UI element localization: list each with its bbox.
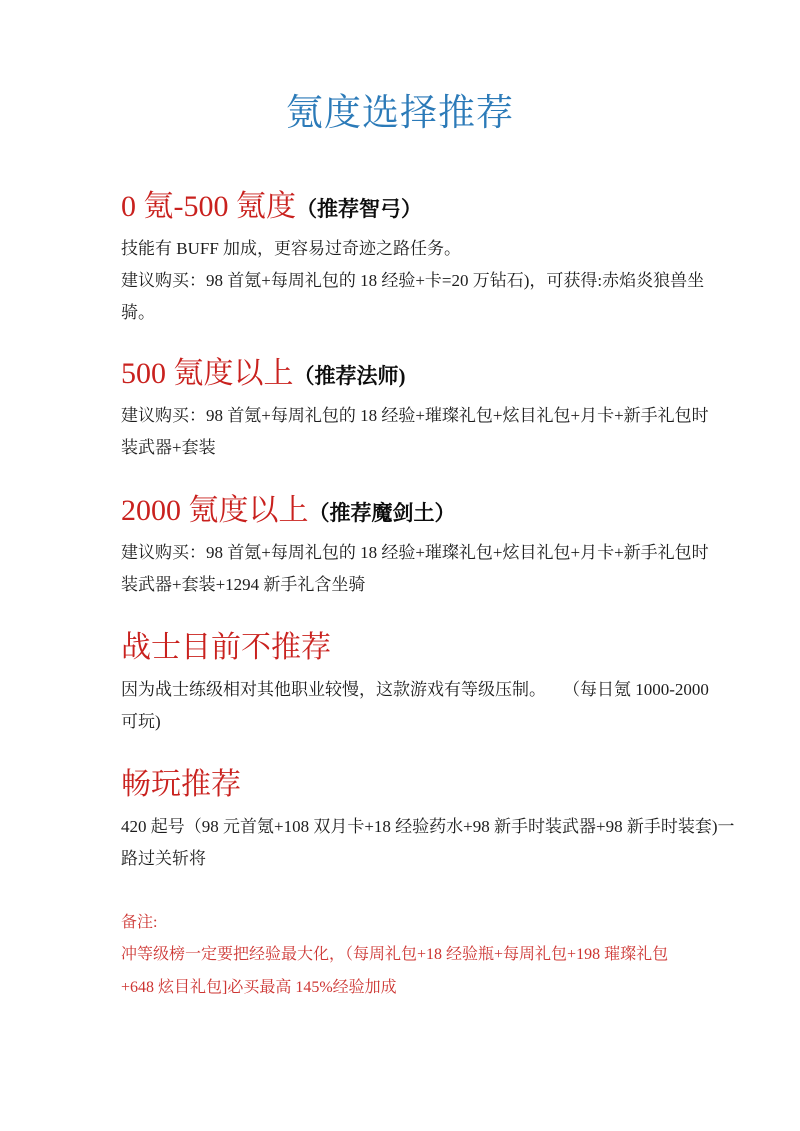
section-heading [121,629,679,669]
page-title: 氪度选择推荐 [286,93,514,134]
section-casual [121,766,735,875]
body-line: 建议购买：98 首氪+每周礼包的 18 经验+璀璨礼包+炫目礼包+月卡+新手礼包时 [121,543,709,562]
body-line: 420 起号（98 元首氪+108 双月卡+18 经验药水+98 新手时装武器+98 新手时装套)一 [121,817,735,836]
section-heading [121,355,679,395]
section-heading-red: 500 氪度以上 [121,357,294,390]
note-line: +648 炫目礼包]必买最高 145%经验加成 [121,979,397,996]
section-heading-black: （推荐法师) [293,364,406,388]
body-line: 建议购买：98 首氪+每周礼包的 18 经验+卡=20 万钻石)，可获得:赤焰炎狼兽坐 [121,271,705,290]
section-heading [121,766,679,806]
section-heading-red: 2000 氪度以上 [121,494,309,527]
note-block [121,908,679,1004]
body-line: 技能有 BUFF 加成，更容易过奇迹之路任务。 [121,239,462,258]
section-body [121,811,735,875]
section-2000-plus [121,492,709,601]
section-body [121,400,709,464]
note-label: 备注: [121,914,158,931]
body-line: 因为战士练级相对其他职业较慢，这款游戏有等级压制。 （每日氪 1000-2000 [121,680,709,699]
body-line: 装武器+套装 [121,438,216,457]
section-heading-black: （推荐魔剑土） [308,501,456,525]
section-body [121,233,705,329]
body-line: 可玩) [121,712,161,731]
note-line: 冲等级榜一定要把经验最大化，（每周礼包+18 经验瓶+每周礼包+198 璀璨礼包 [121,946,669,963]
section-body [121,674,709,738]
section-heading-black: （推荐智弓） [296,197,422,221]
section-heading [121,492,679,532]
section-heading [121,188,679,228]
section-heading-red: 战士目前不推荐 [121,631,331,664]
section-heading-red: 0 氪-500 氪度 [121,190,296,223]
body-line: 装武器+套装+1294 新手礼含坐骑 [121,575,366,594]
body-line: 建议购买：98 首氪+每周礼包的 18 经验+璀璨礼包+炫目礼包+月卡+新手礼包时 [121,406,709,425]
body-line: 骑。 [121,303,155,322]
section-500-plus [121,355,709,464]
section-heading-red: 畅玩推荐 [121,768,241,801]
section-0-500 [121,188,705,329]
body-line: 路过关斩将 [121,849,206,868]
section-body [121,537,709,601]
section-warrior [121,629,709,738]
